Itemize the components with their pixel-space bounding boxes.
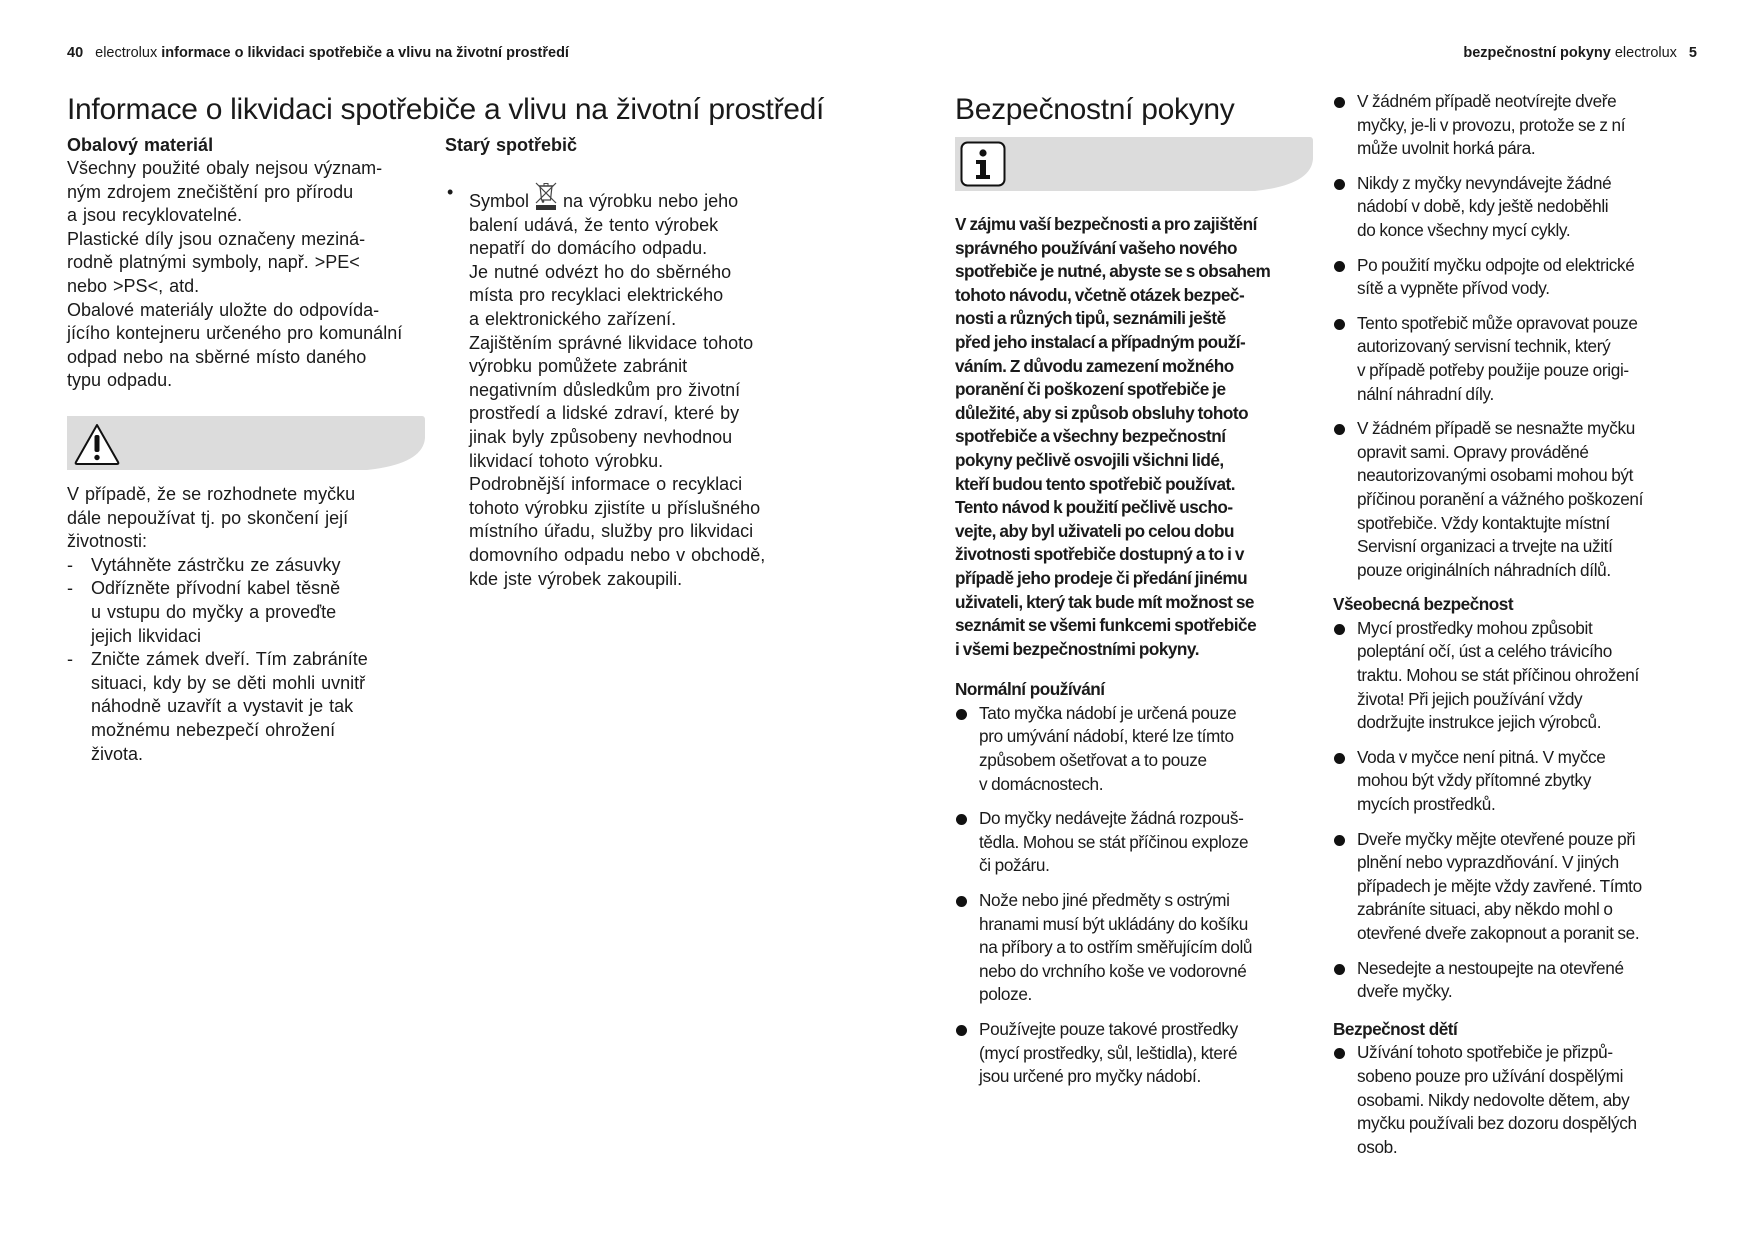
text-line: nosti a různých tipů, seznámili ještě	[955, 308, 1226, 329]
text-line: V zájmu vaší bezpečnosti a pro zajištění	[955, 214, 1257, 234]
text-line: a jsou recyklovatelné.	[67, 205, 243, 226]
text-line: místního úřadu, služby pro likvidaci	[469, 521, 754, 542]
section-heading: Bezpečnost dětí	[1333, 1018, 1458, 1039]
text-line: spotřebiče a všechny bezpečnostní	[955, 426, 1226, 447]
text-line: situaci, kdy by se děti mohli uvnitř	[91, 672, 366, 693]
text-line: spotřebiče je nutné, abyste se s obsahem	[955, 261, 1271, 282]
text-line: autorizovaný servisní technik, který	[1357, 336, 1611, 357]
dash-marker: -	[67, 554, 73, 575]
text-line: místa pro recyklaci elektrického	[469, 285, 724, 306]
page-number: 40	[67, 45, 84, 61]
brand-name: electrolux	[95, 45, 158, 61]
text-line: poloze.	[979, 984, 1032, 1005]
text-line: Užívání tohoto spotřebiče je přizpů-	[1357, 1042, 1613, 1063]
list-item	[1333, 90, 1713, 161]
text-line: jícího kontejneru určeného pro komunální	[67, 323, 403, 344]
text-line: otevřené dveře zakopnout a poranit se.	[1357, 923, 1640, 943]
text-line: myčku používali bez dozoru dospělých	[1357, 1113, 1637, 1134]
text-line: Používejte pouze takové prostředky	[979, 1019, 1238, 1039]
list-item	[955, 807, 1325, 878]
page-header-left	[67, 44, 569, 62]
text-line: opravit sami. Opravy prováděné	[1357, 441, 1589, 462]
text-line: životnosti spotřebiče dostupný a to i v	[955, 544, 1244, 565]
bullet-icon	[956, 709, 967, 720]
disposal-section	[67, 483, 427, 766]
crossed-out-wheelie-bin-icon	[533, 181, 559, 211]
text-line: v domácnostech.	[979, 773, 1104, 794]
text-line: příčinou poranění a vážného poškození	[1357, 488, 1644, 509]
text-line: a elektronického zařízení.	[469, 308, 677, 329]
text-line: negativním důsledkům pro životní	[469, 379, 741, 400]
text-line: Vytáhněte zástrčku ze zásuvky	[91, 554, 341, 575]
packaging-text	[67, 157, 427, 393]
text-line: odpad nebo na sběrné místo daného	[67, 346, 367, 367]
text-line: kteří budou tento spotřebič používat.	[955, 473, 1236, 494]
text-line: i všemi bezpečnostními pokyny.	[955, 638, 1199, 659]
text-line: Obalové materiály uložte do odpovída-	[67, 299, 380, 320]
text-line: poranění či poškození spotřebiče je	[955, 379, 1226, 400]
bullet-icon	[1334, 624, 1345, 635]
text-line: osobami. Nikdy nedovolte dětem, aby	[1357, 1089, 1630, 1110]
text-line: jsou určené pro myčky nádobí.	[979, 1066, 1201, 1087]
text-line: důležité, aby si způsob obsluhy tohoto	[955, 402, 1249, 423]
text-line: případě jeho prodeje či předání jinému	[955, 567, 1248, 588]
dash-marker: -	[67, 578, 73, 599]
text-line: Mycí prostředky mohou způsobit	[1357, 617, 1593, 638]
list-item	[67, 648, 427, 766]
normal-use-list	[955, 702, 1325, 1089]
list-item	[1333, 1041, 1713, 1159]
text-line: jinak byly způsobeny nevhodnou	[469, 426, 733, 447]
warning-banner	[67, 416, 425, 470]
text-line: dveře myčky.	[1357, 981, 1453, 1002]
packaging-section	[67, 133, 427, 393]
safety-intro-column	[955, 213, 1325, 1100]
text-line: vejte, aby byl uživateli po celou dobu	[955, 520, 1234, 541]
text-line: případech je mějte vždy zavřené. Tímto	[1357, 875, 1642, 896]
text-line: spotřebiče. Vždy kontaktujte místní	[1357, 512, 1610, 533]
text-line: Tento návod k použití pečlivě uscho-	[955, 497, 1233, 518]
info-icon	[960, 141, 1006, 187]
text-line: traktu. Mohou se stát příčinou ohrožení	[1357, 665, 1639, 686]
text-line: V žádném případě se nesnažte myčku	[1357, 418, 1635, 439]
list-item	[67, 554, 427, 578]
text-line: (mycí prostředky, sůl, leštidla), které	[979, 1042, 1238, 1063]
child-safety-list	[1333, 1041, 1713, 1159]
list-item	[955, 1018, 1325, 1089]
text-line: či požáru.	[979, 855, 1050, 876]
text-line: Plastické díly jsou označeny meziná-	[67, 228, 366, 249]
section-heading: Normální používání	[955, 679, 1105, 700]
bullet-icon	[956, 896, 967, 907]
text-line: rodně platnými symboly, např. >PE<	[67, 252, 360, 273]
text-line: Nože nebo jiné předměty s ostrými	[979, 890, 1230, 911]
text-line: může uvolnit horká pára.	[1357, 138, 1536, 159]
page-header-right	[1463, 44, 1697, 62]
text-line: seznámit se všemi funkcemi spotřebiče	[955, 615, 1257, 636]
text-line: mycích prostředků.	[1357, 794, 1496, 815]
text-line: Tento spotřebič může opravovat pouze	[1357, 312, 1638, 333]
page-title-left: Informace o likvidaci spotřebiče a vlivu na životní prostředí	[67, 93, 825, 126]
text-line: správného používání vašeho nového	[955, 237, 1237, 258]
list-item	[1333, 746, 1713, 817]
list-item	[1333, 957, 1713, 1004]
text-line: V žádném případě neotvírejte dveře	[1357, 91, 1617, 111]
page-title-right: Bezpečnostní pokyny	[955, 93, 1235, 126]
text-line: sítě a vypněte přívod vody.	[1357, 278, 1550, 299]
bullet: •	[447, 182, 454, 202]
text-line: způsobem ošetřovat a to pouze	[979, 750, 1207, 771]
safety-column-2	[1333, 90, 1713, 1170]
text-line: nální náhradní díly.	[1357, 383, 1494, 404]
bullet-icon	[1334, 753, 1345, 764]
text-line: životnosti:	[67, 531, 148, 552]
bullet-icon	[1334, 179, 1345, 190]
bullet-icon	[1334, 835, 1345, 846]
text-line: neautorizovanými osobami mohou být	[1357, 465, 1634, 486]
list-item	[1333, 254, 1713, 301]
section-heading: Všeobecná bezpečnost	[1333, 594, 1514, 615]
bullet-icon	[1334, 261, 1345, 272]
text-line: Odřízněte přívodní kabel těsně	[91, 578, 341, 599]
text-line: balení udává, že tento výrobek	[469, 214, 719, 235]
list-item	[1333, 312, 1713, 406]
text-line: života! Při jejich používání vždy	[1357, 688, 1583, 709]
text-line: Dveře myčky mějte otevřené pouze při	[1357, 828, 1636, 849]
text-line: Podrobnější informace o recyklaci	[469, 474, 743, 495]
text-line: sobeno pouze pro užívání dospělými	[1357, 1065, 1624, 1086]
list-item	[1333, 828, 1713, 946]
dash-marker: -	[67, 649, 73, 670]
bullet-icon	[1334, 97, 1345, 108]
text-line: tědla. Mohou se stát příčinou exploze	[979, 831, 1249, 852]
text-line: v případě potřeby použije pouze origi-	[1357, 359, 1629, 380]
text-line: osob.	[1357, 1136, 1398, 1157]
text-line: pokyny pečlivě osvojili všichni lidé,	[955, 449, 1224, 470]
list-item: • Symbol na výrobku nebo jeho balení udává, že tento výrobek nepatří do domácího odpadu. Je nutné odvézt ho do sběrného místa pro recyklaci elektrického a elektronického zařízení. Zajištěním správné likvidace tohoto výrobku pomůžete zabránit negativním důsledkům pro životní prostředí a lidské zdraví, které by jinak byly způsobeny nevhodnou likvidací tohoto výrobku. Podrobnější informace o recyklaci tohoto výrobku zjistíte u příslušného místního úřadu, služby pro likvidaci domovního odpadu nebo v obchodě, kde jste výrobek zakoupili.	[445, 181, 825, 591]
text-line: nebo do vrchního koše ve vodorovné	[979, 960, 1247, 981]
text-line: hranami musí být ukládány do košíku	[979, 913, 1248, 934]
text-line: kde jste výrobek zakoupili.	[469, 568, 683, 589]
warning-triangle-icon	[73, 422, 121, 466]
text-line: Zajištěním správné likvidace tohoto	[469, 332, 754, 353]
list-item	[1333, 617, 1713, 735]
text-line: dodržujte instrukce jejich výrobců.	[1357, 712, 1602, 733]
text-line: nádobí v době, kdy ještě nedoběhli	[1357, 196, 1609, 217]
bullet-icon	[956, 1025, 967, 1036]
text-line: zabráníte situaci, aby někdo mohl o	[1357, 899, 1613, 920]
list-item	[955, 889, 1325, 1007]
text-line: uživateli, který tak bude mít možnost se	[955, 591, 1254, 612]
text-line: před jeho instalací a případným použí-	[955, 331, 1246, 352]
text-line: ným zdrojem znečištění pro přírodu	[67, 181, 354, 202]
text-line: možnému nebezpečí ohrožení	[91, 719, 336, 740]
safety-intro	[955, 213, 1325, 661]
bullet-icon	[1334, 319, 1345, 330]
page-number: 5	[1688, 45, 1697, 61]
text-line: Nikdy z myčky nevyndávejte žádné	[1357, 172, 1612, 193]
text-line: Voda v myčce není pitná. V myčce	[1357, 746, 1606, 767]
text-line: prostředí a lidské zdraví, které by	[469, 403, 740, 424]
info-banner	[955, 137, 1313, 191]
text-line: myčky, je-li v provozu, protože se z ní	[1357, 114, 1626, 135]
section-name: bezpečnostní pokyny	[1463, 45, 1611, 61]
text-line: u vstupu do myčky a proveďte	[91, 601, 337, 622]
text-line: jejich likvidaci	[91, 625, 202, 646]
text-line: na příbory a to ostřím směřujícím dolů	[979, 937, 1253, 958]
text-line: do konce všechny mycí cykly.	[1357, 219, 1571, 240]
general-safety-list	[1333, 617, 1713, 1004]
bullet-icon	[956, 814, 967, 825]
text-line: Servisní organizaci a trvejte na užití	[1357, 536, 1613, 557]
text-line: typu odpadu.	[67, 370, 173, 391]
brand-name: electrolux	[1614, 45, 1677, 61]
text-line: dále nepoužívat tj. po skončení její	[67, 507, 349, 528]
section-heading: Obalový materiál	[67, 135, 214, 155]
bullet-icon	[1334, 964, 1345, 975]
text-line: nepatří do domácího odpadu.	[469, 238, 708, 259]
text-line: Zničte zámek dveří. Tím zabráníte	[91, 649, 368, 670]
text-line: váním. Z důvodu zamezení možného	[955, 355, 1234, 376]
text-line: likvidací tohoto výrobku.	[469, 450, 664, 471]
text-line: života.	[91, 743, 144, 764]
text-line: Všechny použité obaly nejsou význam-	[67, 158, 383, 178]
text-line: mohou být vždy přítomné zbytky	[1357, 770, 1591, 791]
bullet-icon	[1334, 1048, 1345, 1059]
text-line: Po použití myčku odpojte od elektrické	[1357, 254, 1635, 275]
text-line: Nesedejte a nestoupejte na otevřené	[1357, 957, 1624, 978]
text-line: domovního odpadu nebo v obchodě,	[469, 544, 766, 565]
section-heading: Starý spotřebič	[445, 135, 578, 155]
bullet-icon	[1334, 424, 1345, 435]
text-line: tohoto návodu, včetně otázek bezpeč-	[955, 284, 1245, 305]
list-item	[1333, 172, 1713, 243]
disposal-steps	[67, 554, 427, 766]
disposal-intro	[67, 483, 427, 554]
text-line: Do myčky nedávejte žádná rozpouš-	[979, 808, 1244, 829]
text-line: pouze originálních náhradních dílů.	[1357, 559, 1611, 580]
section-name: informace o likvidaci spotřebiče a vlivu na životní prostředí	[161, 45, 569, 61]
list-item	[955, 702, 1325, 796]
text-line: nebo >PS<, atd.	[67, 275, 200, 296]
list-item	[1333, 417, 1713, 582]
old-appliance-section	[445, 133, 825, 591]
text-line: pro umývání nádobí, které lze tímto	[979, 726, 1234, 747]
text-line: poleptání očí, úst a celého trávicího	[1357, 641, 1612, 662]
list-item	[67, 577, 427, 648]
text-line: náhodně uzavřít a vystavit je tak	[91, 696, 354, 717]
safety-list	[1333, 90, 1713, 582]
text-line: výrobku pomůžete zabránit	[469, 356, 688, 377]
text-line: Tato myčka nádobí je určená pouze	[979, 702, 1237, 723]
text-line: V případě, že se rozhodnete myčku	[67, 484, 356, 504]
text-line: tohoto výrobku zjistíte u příslušného	[469, 497, 761, 518]
text-line: plnění nebo vyprazdňování. V jiných	[1357, 852, 1619, 873]
text-line: Je nutné odvézt ho do sběrného	[469, 261, 732, 282]
